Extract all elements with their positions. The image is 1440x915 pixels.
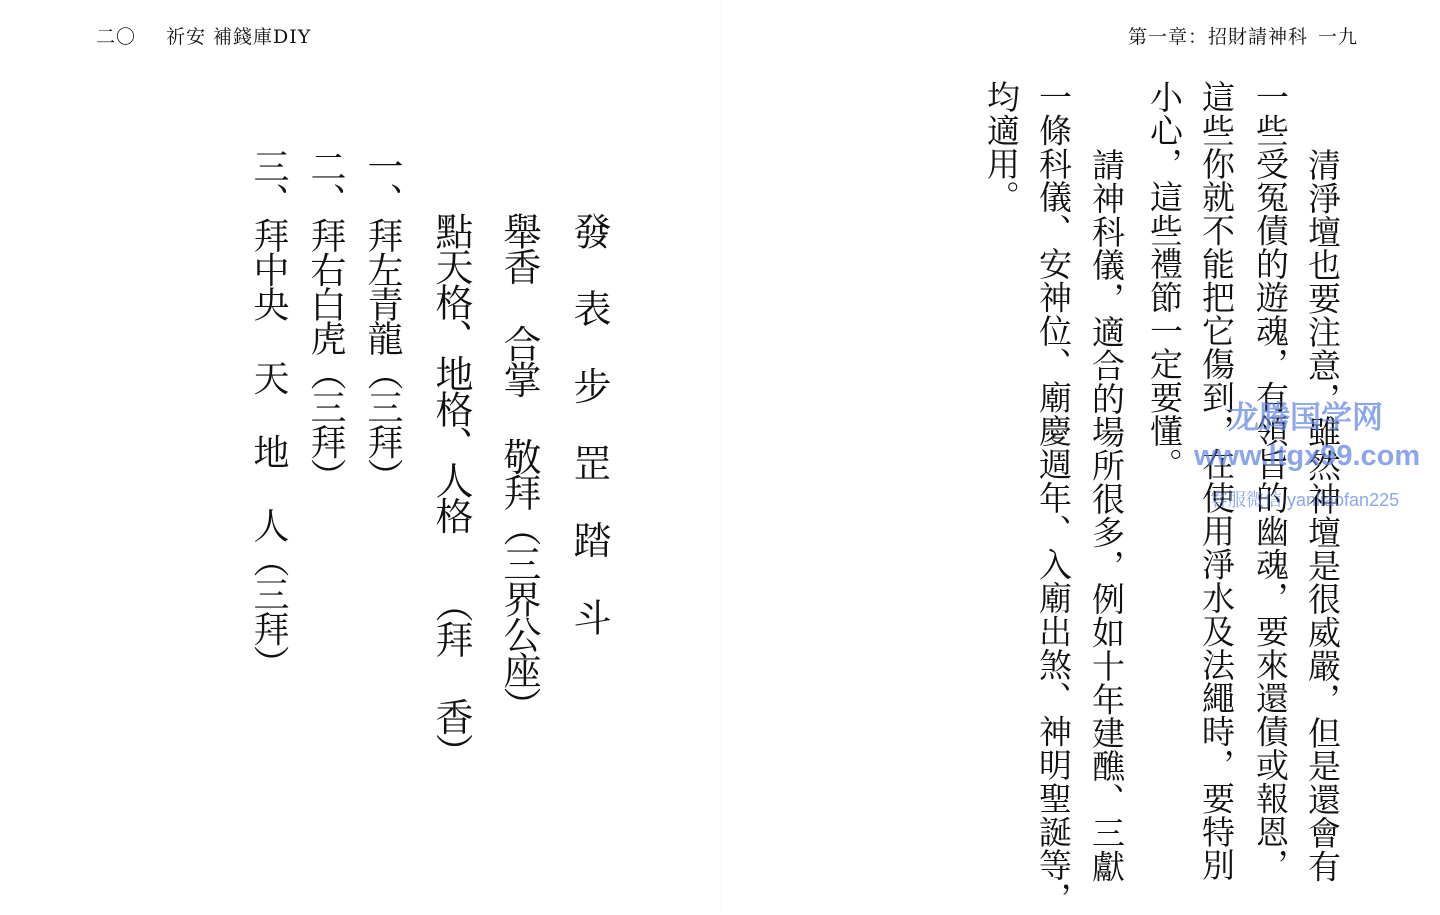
watermark-url: www.ltgx99.com: [1194, 440, 1421, 472]
right-chapter-title: 第一章：招財請神科: [1128, 26, 1309, 48]
left-page-number: 二〇: [96, 26, 137, 48]
watermark-contact: 客服微信 yanliaofan225: [1210, 490, 1400, 510]
left-column-5: 二、拜右白虎（三拜）: [305, 148, 346, 493]
left-column-3: 點天格、地格、人格 （拜 香）: [429, 212, 473, 769]
watermark-site-name: 龙腾国学网: [1228, 400, 1383, 435]
left-column-4: 一、拜左青龍（三拜）: [362, 148, 403, 493]
right-column-1: 清淨壇也要注意，雖然神壇是很威嚴，但是還會有: [1303, 148, 1342, 883]
right-column-6: 一條科儀、安神位、廟慶週年、入廟出煞、神明聖誕等，: [1034, 80, 1073, 915]
right-column-2: 一些受冤債的遊魂，有領旨的幽魂，要來還債或報恩，: [1251, 80, 1290, 882]
right-column-5: 請神科儀，適合的場所很多，例如十年建醮、三獻: [1087, 148, 1126, 883]
right-column-3: 這些你就不能把它傷到，在使用淨水及法繩時，要特別: [1197, 80, 1236, 882]
left-column-1: 發 表 步 罡 踏 斗: [567, 212, 611, 634]
left-column-2: 舉香 合掌 敬拜（三界公座）: [497, 212, 541, 723]
page-gutter: [720, 0, 721, 910]
right-page-number: 一九: [1318, 26, 1359, 48]
right-column-4: 小心，這些禮節一定要懂。: [1145, 80, 1184, 481]
left-running-title: 祈安 補錢庫DIY: [166, 26, 312, 48]
left-column-6: 三、拜中央 天 地 人（三拜）: [248, 148, 289, 680]
right-column-7: 均適用。: [982, 80, 1021, 214]
